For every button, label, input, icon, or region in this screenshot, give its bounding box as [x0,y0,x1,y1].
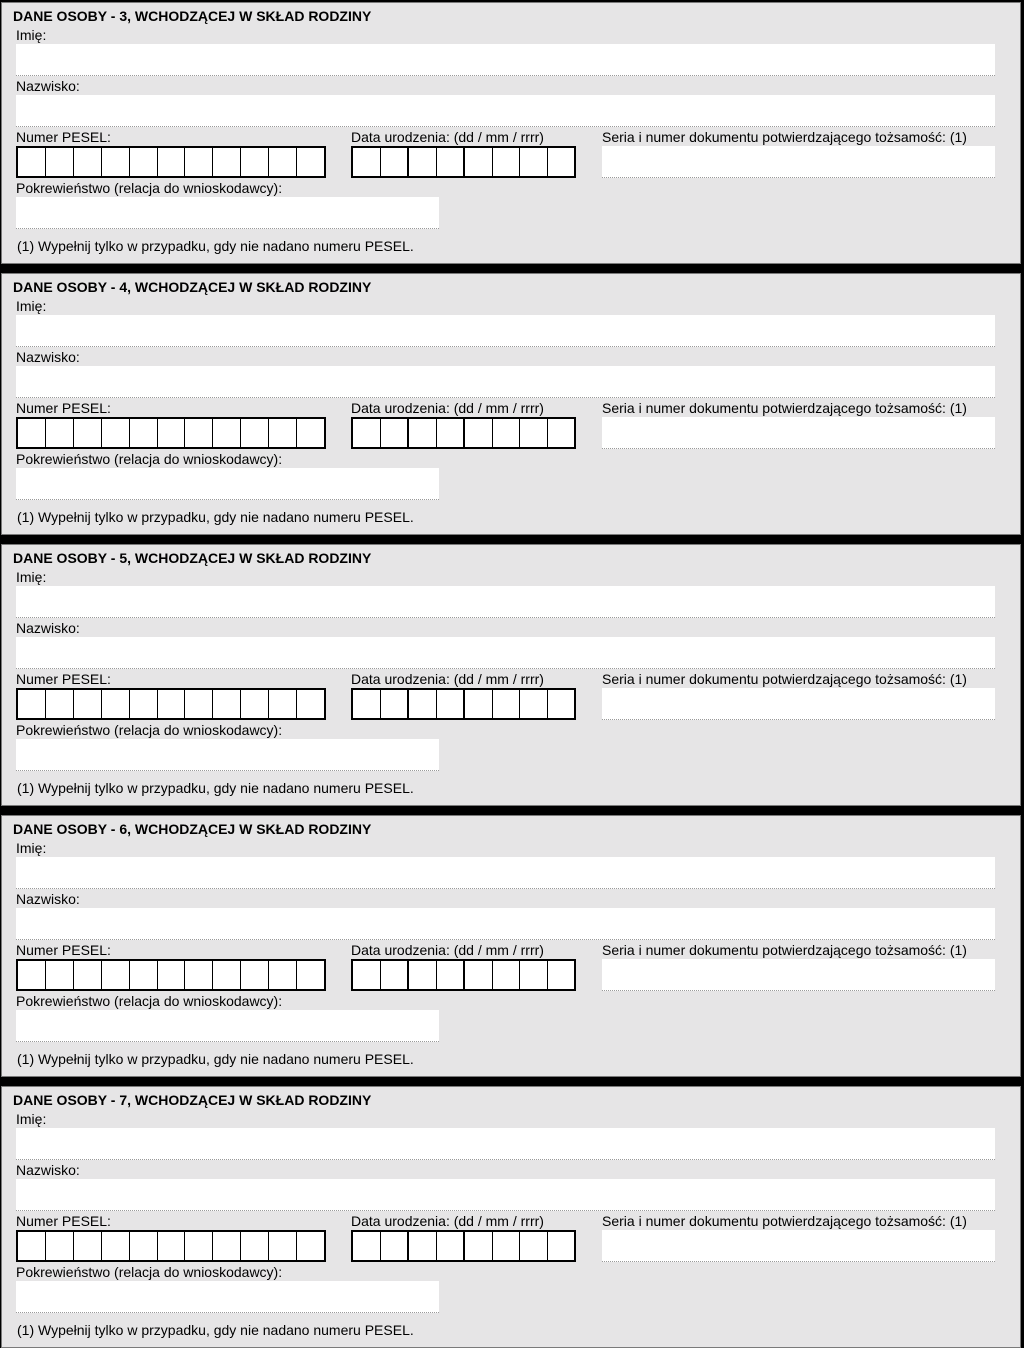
pesel-digit-box[interactable] [213,690,241,718]
birth-date-digit-box[interactable] [520,1232,548,1260]
last-name-field[interactable] [16,908,995,940]
pesel-digit-box[interactable] [297,148,324,176]
pesel-digit-box[interactable] [185,690,213,718]
birth-date-digit-box[interactable] [493,690,521,718]
birth-date-digit-box[interactable] [548,961,575,989]
id-document-label: Seria i numer dokumentu potwierdzającego tożsamość: (1) [602,129,967,145]
pesel-digit-box[interactable] [102,961,130,989]
first-name-field[interactable] [16,1128,995,1160]
pesel-label: Numer PESEL: [16,400,111,416]
first-name-label: Imię: [16,569,47,585]
pesel-digit-box[interactable] [269,419,297,447]
birth-date-digit-box[interactable] [409,419,437,447]
birth-date-digit-box[interactable] [520,961,548,989]
pesel-digit-box[interactable] [185,1232,213,1260]
last-name-label: Nazwisko: [16,349,80,365]
birth-date-digit-box[interactable] [493,961,521,989]
birth-date-digit-box[interactable] [493,419,521,447]
birth-date-digit-box[interactable] [465,690,493,718]
pesel-digit-box[interactable] [241,419,269,447]
pesel-digit-box[interactable] [241,961,269,989]
id-document-label: Seria i numer dokumentu potwierdzającego tożsamość: (1) [602,1213,967,1229]
id-document-label: Seria i numer dokumentu potwierdzającego tożsamość: (1) [602,671,967,687]
section-title: DANE OSOBY - 6, WCHODZĄCEJ W SKŁAD RODZINY [13,821,372,837]
pesel-digit-box[interactable] [102,419,130,447]
birth-date-digit-box[interactable] [493,148,521,176]
person-section-4 [1,273,1021,535]
footnote: (1) Wypełnij tylko w przypadku, gdy nie nadano numeru PESEL. [17,509,414,525]
pesel-digit-box[interactable] [213,1232,241,1260]
first-name-field[interactable] [16,586,995,618]
relationship-label: Pokrewieństwo (relacja do wnioskodawcy): [16,722,283,738]
birth-date-digit-box[interactable] [409,690,437,718]
pesel-digit-box[interactable] [269,1232,297,1260]
birth-date-digit-box[interactable] [520,419,548,447]
birth-date-digit-box[interactable] [409,961,437,989]
pesel-digit-box[interactable] [46,419,74,447]
pesel-digit-box[interactable] [102,148,130,176]
birth-date-digit-box[interactable] [353,148,381,176]
pesel-digit-box[interactable] [18,690,46,718]
birth-date-digit-box[interactable] [353,1232,381,1260]
person-section-7 [1,1086,1021,1348]
birth-date-digit-box[interactable] [353,419,381,447]
section-title: DANE OSOBY - 7, WCHODZĄCEJ W SKŁAD RODZINY [13,1092,372,1108]
pesel-digit-box[interactable] [130,419,158,447]
pesel-digit-box[interactable] [74,961,102,989]
first-name-label: Imię: [16,1111,47,1127]
birth-date-digit-box[interactable] [465,1232,493,1260]
footnote: (1) Wypełnij tylko w przypadku, gdy nie nadano numeru PESEL. [17,1322,414,1338]
pesel-digit-box[interactable] [74,1232,102,1260]
last-name-field[interactable] [16,95,995,127]
birth-date-digit-box[interactable] [548,1232,575,1260]
birth-date-label: Data urodzenia: (dd / mm / rrrr) [351,400,544,416]
relationship-label: Pokrewieństwo (relacja do wnioskodawcy): [16,1264,283,1280]
birth-date-digit-box[interactable] [520,148,548,176]
pesel-digit-box[interactable] [18,961,46,989]
pesel-digit-box[interactable] [185,961,213,989]
pesel-digit-box[interactable] [185,419,213,447]
birth-date-label: Data urodzenia: (dd / mm / rrrr) [351,671,544,687]
pesel-digit-box[interactable] [130,1232,158,1260]
birth-date-digit-box[interactable] [520,690,548,718]
id-document-field[interactable] [602,1230,995,1262]
person-section-6 [1,815,1021,1077]
birth-date-input[interactable] [351,417,576,449]
id-document-field[interactable] [602,688,995,720]
relationship-label: Pokrewieństwo (relacja do wnioskodawcy): [16,451,283,467]
pesel-digit-box[interactable] [213,148,241,176]
last-name-label: Nazwisko: [16,891,80,907]
birth-date-digit-box[interactable] [493,1232,521,1260]
birth-date-digit-box[interactable] [409,1232,437,1260]
relationship-label: Pokrewieństwo (relacja do wnioskodawcy): [16,993,283,1009]
birth-date-input[interactable] [351,688,576,720]
last-name-field[interactable] [16,637,995,669]
id-document-field[interactable] [602,146,995,178]
last-name-label: Nazwisko: [16,1162,80,1178]
pesel-digit-box[interactable] [74,690,102,718]
id-document-label: Seria i numer dokumentu potwierdzającego tożsamość: (1) [602,942,967,958]
pesel-digit-box[interactable] [241,690,269,718]
birth-date-input[interactable] [351,959,576,991]
pesel-label: Numer PESEL: [16,942,111,958]
birth-date-label: Data urodzenia: (dd / mm / rrrr) [351,1213,544,1229]
person-section-3 [1,2,1021,264]
last-name-field[interactable] [16,1179,995,1211]
birth-date-digit-box[interactable] [409,148,437,176]
pesel-digit-box[interactable] [102,1232,130,1260]
last-name-label: Nazwisko: [16,78,80,94]
footnote: (1) Wypełnij tylko w przypadku, gdy nie nadano numeru PESEL. [17,238,414,254]
pesel-digit-box[interactable] [297,961,324,989]
relationship-field[interactable] [16,197,439,229]
birth-date-digit-box[interactable] [381,690,410,718]
pesel-input[interactable] [16,417,326,449]
pesel-label: Numer PESEL: [16,129,111,145]
birth-date-digit-box[interactable] [548,148,575,176]
pesel-input[interactable] [16,688,326,720]
pesel-digit-box[interactable] [241,1232,269,1260]
pesel-digit-box[interactable] [18,1232,46,1260]
pesel-digit-box[interactable] [158,690,186,718]
section-title: DANE OSOBY - 4, WCHODZĄCEJ W SKŁAD RODZINY [13,279,372,295]
footnote: (1) Wypełnij tylko w przypadku, gdy nie nadano numeru PESEL. [17,780,414,796]
relationship-field[interactable] [16,1281,439,1313]
pesel-digit-box[interactable] [297,690,324,718]
pesel-digit-box[interactable] [46,148,74,176]
birth-date-digit-box[interactable] [353,690,381,718]
birth-date-digit-box[interactable] [353,961,381,989]
pesel-digit-box[interactable] [158,961,186,989]
birth-date-digit-box[interactable] [437,690,466,718]
birth-date-digit-box[interactable] [437,419,466,447]
pesel-digit-box[interactable] [74,148,102,176]
pesel-digit-box[interactable] [158,419,186,447]
pesel-digit-box[interactable] [269,961,297,989]
pesel-digit-box[interactable] [18,419,46,447]
id-document-label: Seria i numer dokumentu potwierdzającego tożsamość: (1) [602,400,967,416]
pesel-digit-box[interactable] [269,690,297,718]
pesel-digit-box[interactable] [18,148,46,176]
section-title: DANE OSOBY - 5, WCHODZĄCEJ W SKŁAD RODZINY [13,550,372,566]
pesel-digit-box[interactable] [185,148,213,176]
birth-date-digit-box[interactable] [548,419,575,447]
pesel-digit-box[interactable] [269,148,297,176]
relationship-label: Pokrewieństwo (relacja do wnioskodawcy): [16,180,283,196]
person-section-5 [1,544,1021,806]
birth-date-label: Data urodzenia: (dd / mm / rrrr) [351,942,544,958]
birth-date-digit-box[interactable] [381,419,410,447]
pesel-digit-box[interactable] [130,961,158,989]
pesel-digit-box[interactable] [102,690,130,718]
birth-date-label: Data urodzenia: (dd / mm / rrrr) [351,129,544,145]
relationship-field[interactable] [16,468,439,500]
birth-date-digit-box[interactable] [381,961,410,989]
birth-date-digit-box[interactable] [437,961,466,989]
pesel-digit-box[interactable] [130,690,158,718]
relationship-field[interactable] [16,1010,439,1042]
first-name-label: Imię: [16,27,47,43]
birth-date-digit-box[interactable] [548,690,575,718]
birth-date-digit-box[interactable] [465,148,493,176]
relationship-field[interactable] [16,739,439,771]
id-document-field[interactable] [602,417,995,449]
pesel-digit-box[interactable] [158,1232,186,1260]
birth-date-digit-box[interactable] [381,1232,410,1260]
footnote: (1) Wypełnij tylko w przypadku, gdy nie nadano numeru PESEL. [17,1051,414,1067]
pesel-label: Numer PESEL: [16,1213,111,1229]
birth-date-digit-box[interactable] [465,961,493,989]
birth-date-digit-box[interactable] [437,1232,466,1260]
id-document-field[interactable] [602,959,995,991]
birth-date-input[interactable] [351,146,576,178]
first-name-field[interactable] [16,315,995,347]
pesel-input[interactable] [16,1230,326,1262]
first-name-field[interactable] [16,857,995,889]
pesel-digit-box[interactable] [297,419,324,447]
first-name-label: Imię: [16,840,47,856]
birth-date-digit-box[interactable] [465,419,493,447]
last-name-field[interactable] [16,366,995,398]
first-name-label: Imię: [16,298,47,314]
first-name-field[interactable] [16,44,995,76]
pesel-digit-box[interactable] [74,419,102,447]
section-title: DANE OSOBY - 3, WCHODZĄCEJ W SKŁAD RODZINY [13,8,372,24]
pesel-digit-box[interactable] [130,148,158,176]
pesel-digit-box[interactable] [158,148,186,176]
pesel-digit-box[interactable] [241,148,269,176]
pesel-digit-box[interactable] [213,961,241,989]
pesel-label: Numer PESEL: [16,671,111,687]
birth-date-digit-box[interactable] [437,148,466,176]
birth-date-input[interactable] [351,1230,576,1262]
pesel-input[interactable] [16,146,326,178]
birth-date-digit-box[interactable] [381,148,410,176]
last-name-label: Nazwisko: [16,620,80,636]
pesel-digit-box[interactable] [297,1232,324,1260]
pesel-input[interactable] [16,959,326,991]
pesel-digit-box[interactable] [213,419,241,447]
pesel-digit-box[interactable] [46,1232,74,1260]
pesel-digit-box[interactable] [46,690,74,718]
pesel-digit-box[interactable] [46,961,74,989]
